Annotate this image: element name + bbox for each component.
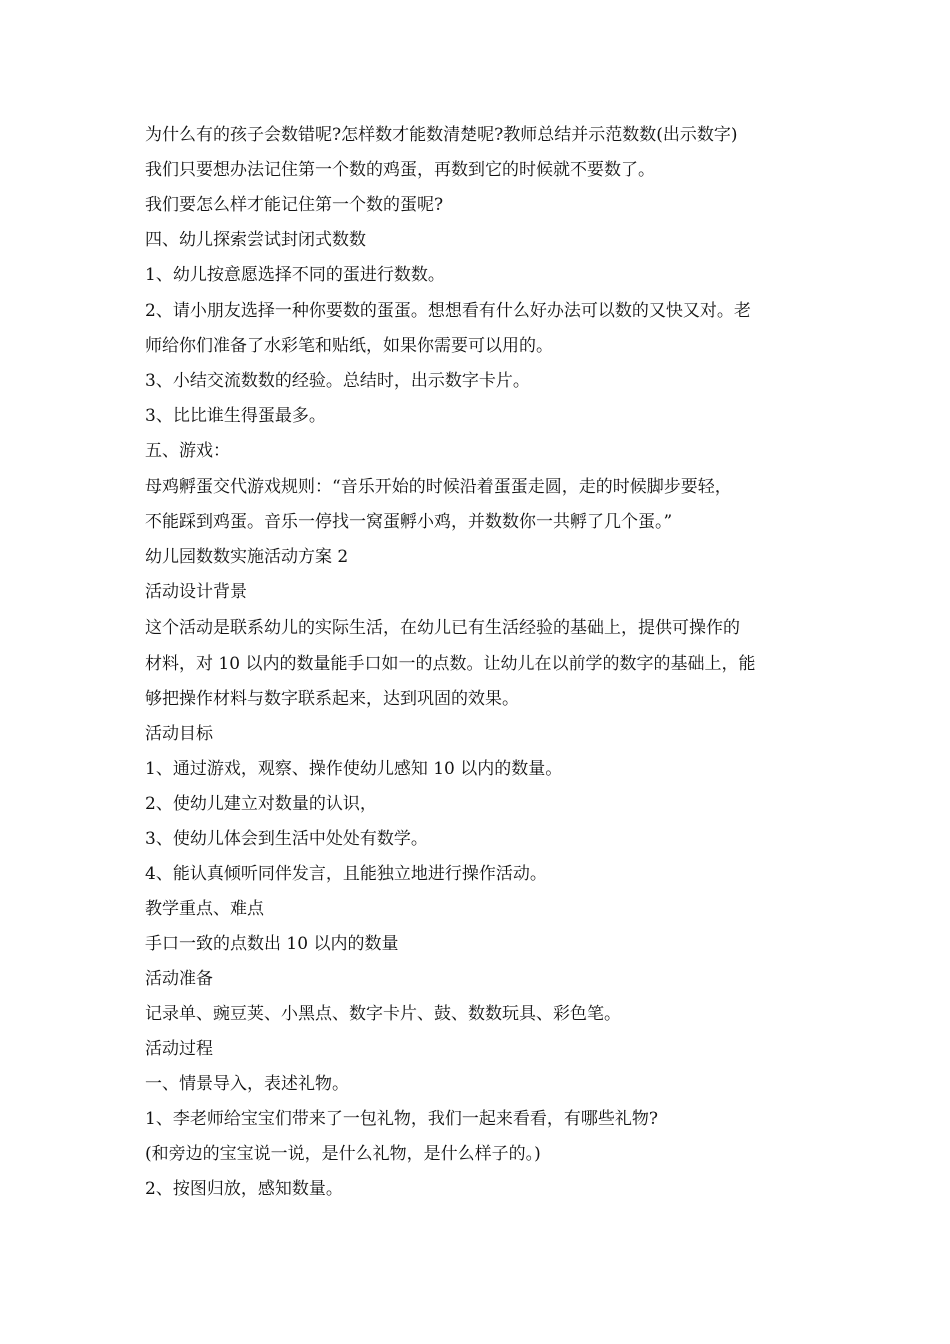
document-title: 幼儿园数数实施活动方案 2 [145, 547, 349, 567]
list-item: 1、通过游戏，观察、操作使幼儿感知 10 以内的数量。 [145, 759, 563, 779]
list-item: 2、请小朋友选择一种你要数的蛋蛋。想想看有什么好办法可以数的又快又对。老 [145, 301, 751, 321]
section-heading: 活动过程 [145, 1039, 213, 1059]
section-heading: 教学重点、难点 [145, 899, 264, 919]
text-line: 不能踩到鸡蛋。音乐一停找一窝蛋孵小鸡，并数数你一共孵了几个蛋。” [145, 512, 673, 532]
text-line: 师给你们准备了水彩笔和贴纸，如果你需要可以用的。 [145, 336, 553, 356]
text-line: 这个活动是联系幼儿的实际生活，在幼儿已有生活经验的基础上，提供可操作的 [145, 618, 740, 638]
text-line: 我们要怎么样才能记住第一个数的蛋呢? [145, 195, 444, 215]
list-item: 1、幼儿按意愿选择不同的蛋进行数数。 [145, 265, 445, 285]
list-item: 2、按图归放，感知数量。 [145, 1179, 343, 1199]
section-heading: 活动设计背景 [145, 582, 247, 602]
list-item: 4、能认真倾听同伴发言，且能独立地进行操作活动。 [145, 864, 547, 884]
text-line: 够把操作材料与数字联系起来，达到巩固的效果。 [145, 689, 519, 709]
text-line: 手口一致的点数出 10 以内的数量 [145, 934, 399, 954]
list-item: 3、比比谁生得蛋最多。 [145, 406, 326, 426]
text-line: 为什么有的孩子会数错呢?怎样数才能数清楚呢?教师总结并示范数数(出示数字) [145, 125, 738, 145]
list-item: 2、使幼儿建立对数量的认识， [145, 794, 377, 814]
document-page [145, 118, 810, 1207]
list-item: 3、使幼儿体会到生活中处处有数学。 [145, 829, 428, 849]
section-heading: 五、游戏： [145, 441, 230, 461]
section-heading: 活动准备 [145, 969, 213, 989]
text-line: 我们只要想办法记住第一个数的鸡蛋，再数到它的时候就不要数了。 [145, 160, 655, 180]
section-heading: 四、幼儿探索尝试封闭式数数 [145, 230, 366, 250]
list-item: 1、李老师给宝宝们带来了一包礼物，我们一起来看看，有哪些礼物? [145, 1109, 658, 1129]
text-line: 母鸡孵蛋交代游戏规则：“音乐开始的时候沿着蛋蛋走圆，走的时候脚步要轻， [145, 477, 732, 497]
list-item: 3、小结交流数数的经验。总结时，出示数字卡片。 [145, 371, 530, 391]
text-line: 材料，对 10 以内的数量能手口如一的点数。让幼儿在以前学的数字的基础上，能 [145, 654, 756, 674]
text-line: (和旁边的宝宝说一说，是什么礼物，是什么样子的。) [145, 1144, 541, 1164]
section-heading: 活动目标 [145, 724, 213, 744]
list-item: 一、情景导入，表述礼物。 [145, 1074, 349, 1094]
text-line: 记录单、豌豆荚、小黑点、数字卡片、鼓、数数玩具、彩色笔。 [145, 1004, 621, 1024]
